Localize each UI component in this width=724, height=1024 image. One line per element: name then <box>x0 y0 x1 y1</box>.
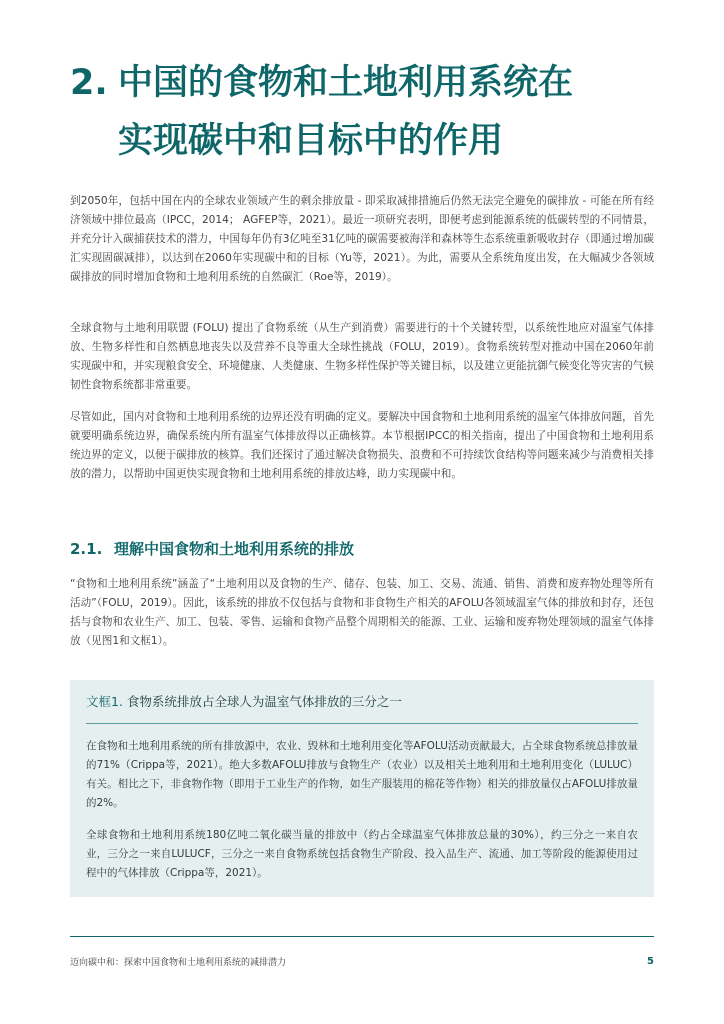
page-number: 5 <box>647 956 654 967</box>
subsection-title: 理解中国食物和土地利用系统的排放 <box>114 540 355 558</box>
section-title-line-1: 中国的食物和土地利用系统在 <box>118 63 574 103</box>
box-paragraph-2: 全球食物和土地利用系统180亿吨二氧化碳当量的排放中（约占全球温室气体排放总量的30%），约三分之一来自农业，三分之一来自LULUCF，三分之一来自食物系统包括食物生产阶段、投入品生产、流通、加工等阶段的能源使用过程中的气体排放（Crippa等，2021）。 <box>86 829 638 879</box>
body-paragraph-2: 全球食物与土地利用联盟 (FOLU) 提出了食物系统（从生产到消费）需要进行的十个关键转型，以系统性地应对温室气体排放、生物多样性和自然栖息地丧失以及营养不良等重大全球性挑战（FOLU，2019）。食物系统转型对推动中国在2060年前实现碳中和，并实现粮食安全、环境健康、人类健康、生物多样性保护等关键目标，以及建立更能抗御气候变化等灾害的气候韧性食物系统都非常重要。 <box>70 322 654 391</box>
section-number: 2. <box>70 63 108 103</box>
subsection-number: 2.1. <box>70 540 103 558</box>
body-paragraph-3: 尽管如此，国内对食物和土地利用系统的边界还没有明确的定义。要解决中国食物和土地利用系统的温室气体排放问题，首先就要明确系统边界，确保系统内所有温室气体排放得以正确核算。本节根据IPCC的相关指南，提出了中国食物和土地利用系统边界的定义，以便于碳排放的核算。我们还探讨了通过解决食物损失、浪费和不可持续饮食结构等问题来减少与消费相关排放的潜力，以帮助中国更快实现食物和土地利用系统的排放达峰，助力实现碳中和。 <box>70 411 654 480</box>
section-title-line-2: 实现碳中和目标中的作用 <box>118 121 504 161</box>
section-title <box>70 54 670 170</box>
box-paragraph-1: 在食物和土地利用系统的所有排放源中，农业、毁林和土地利用变化等AFOLU活动贡献最大，占全球食物系统总排放量的71%（Crippa等，2021）。绝大多数AFOLU排放与食物生产（农业）以及相关土地利用和土地利用变化（LULUC）有关。相比之下，非食物作物（即用于工业生产的作物，如生产服装用的棉花等作物）相关的排放量仅占AFOLU排放量的2%。 <box>86 740 638 809</box>
text-box-1 <box>70 680 654 897</box>
box-divider <box>86 723 638 724</box>
box-title <box>86 692 638 712</box>
box-tag: 文框1. <box>86 694 123 709</box>
subsection-heading <box>70 538 354 560</box>
footer-divider <box>70 936 654 937</box>
body-paragraph-1: 到2050年，包括中国在内的全球农业领域产生的剩余排放量 - 即采取减排措施后仍然无法完全避免的碳排放 - 可能在所有经济领域中排位最高（IPCC，2014； AGFEP等，2021）。最近一项研究表明，即便考虑到能源系统的低碳转型的不同情景，并充分计入碳捕获技术的潜力，中国每年仍有3亿吨至31亿吨的碳需要被海洋和森林等生态系统重新吸收封存（即通过增加碳汇实现固碳减排），以达到在2060年实现碳中和的目标（Yu等，2021）。为此，需要从全系统角度出发，在大幅减少各领域碳排放的同时增加食物和土地利用系统的自然碳汇（Roe等，2019）。 <box>70 195 654 283</box>
box-title-text: 食物系统排放占全球人为温室气体排放的三分之一 <box>126 694 402 709</box>
subsection-paragraph: “食物和土地利用系统”涵盖了“土地利用以及食物的生产、储存、包装、加工、交易、流通、销售、消费和废弃物处理等所有活动”（FOLU，2019）。因此，该系统的排放不仅包括与食物和非食物生产相关的AFOLU各领域温室气体的排放和封存，还包括与食物和农业生产、加工、包装、零售、运输和食物产品整个周期相关的能源、工业、运输和废弃物处理领域的温室气体排放（见图1和文框1）。 <box>70 578 654 647</box>
footer-text: 迈向碳中和：探索中国食物和土地利用系统的减排潜力 <box>70 958 287 968</box>
